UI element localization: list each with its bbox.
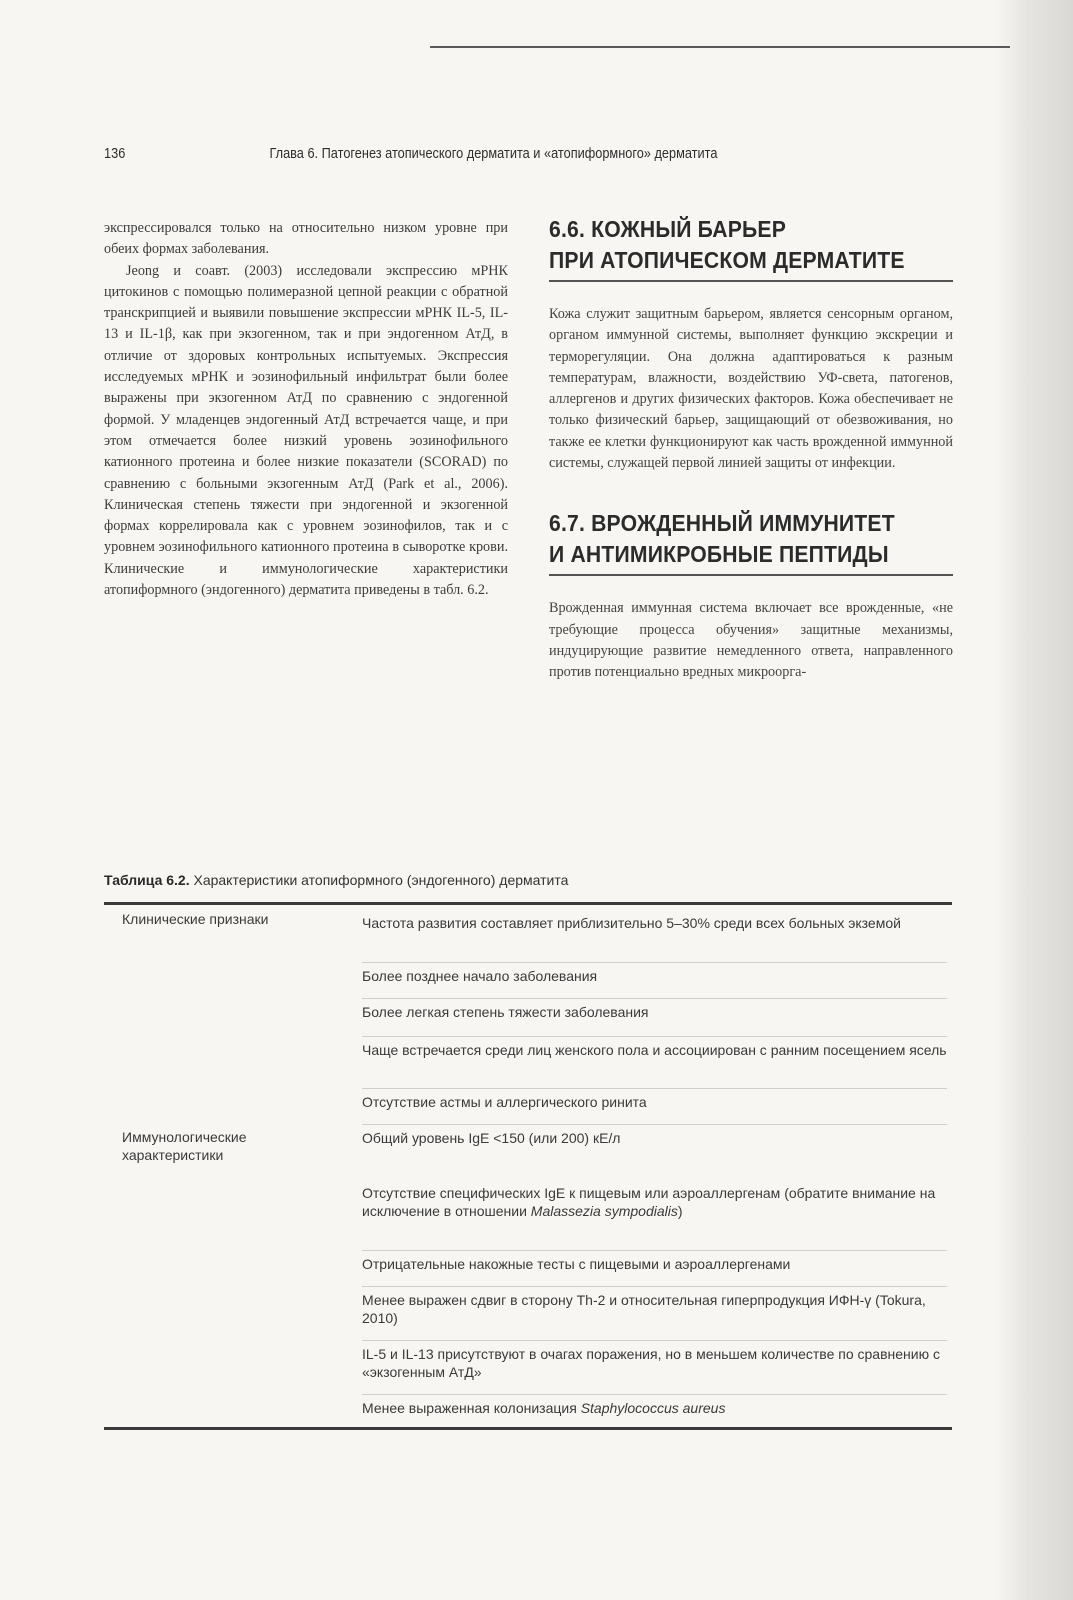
table-top-rule [104,902,952,905]
table-cell: Более легкая степень тяжести заболевания [362,998,947,1021]
table-cell [362,1180,947,1220]
table-cell: Отрицательные накожные тесты с пищевыми и аэроаллергенами [362,1250,947,1273]
table-bottom-rule [104,1427,952,1430]
section-title: ПРИ АТОПИЧЕСКОМ ДЕРМАТИТЕ [549,247,905,273]
table-cell: IL-5 и IL-13 присутствуют в очагах поражения, но в меньшем количестве по сравнению с «экзогенным АтД» [362,1340,947,1381]
section-title: 6.6. КОЖНЫЙ БАРЬЕР [549,216,787,242]
table-caption-text: Характеристики атопиформного (эндогенного) дерматита [193,872,569,888]
page-number: 136 [104,146,126,162]
page-edge-shadow [995,0,1073,1600]
table-cell: Общий уровень IgE <150 (или 200) кЕ/л [362,1124,947,1147]
left-column [104,218,508,601]
table-cell: Частота развития составляет приблизительно 5–30% среди всех больных экземой [362,915,901,931]
top-rule [430,46,1010,48]
cell-text: Менее выраженная колонизация [362,1400,581,1416]
table-caption [104,872,954,888]
chapter-title: Глава 6. Патогенез атопического дерматита и «атопиформного» дерматита [269,146,718,162]
table-caption-label: Таблица 6.2. [104,872,190,888]
row-group-label: Иммунологические характеристики [122,1129,247,1163]
section-body: Врожденная иммунная система включает все врожденные, «не требующие процесса обучения» защитные механизмы, индуцирующие развитие немедленного ответа, направленного против потенциально вредных микроорга- [549,600,953,681]
section-rule [549,574,953,576]
cell-text: Отсутствие специфических IgE к пищевым или аэроаллергенам (обратите внимание на исключение в отношении [362,1185,936,1219]
table-cell: Чаще встречается среди лиц женского пола и ассоциирован с ранним посещением ясель [362,1036,947,1059]
section-rule [549,280,953,282]
section-title: 6.7. ВРОЖДЕННЫЙ ИММУНИТЕТ [549,510,895,537]
running-head [104,146,826,162]
table-cell: Отсутствие астмы и аллергического ринита [362,1088,947,1111]
species-name: Staphylococcus aureus [580,1400,726,1416]
table-cell [362,1394,947,1417]
row-group-label: Клинические признаки [122,911,269,927]
section-6-7 [549,508,953,683]
paragraph-continuation: экспрессировался только на относительно низком уровне при обеих формах заболевания. [104,220,508,258]
section-body: Кожа служит защитным барьером, является сенсорным органом, органом иммунной системы, выполняет функцию экскреции и терморегуляции. Она должна адаптироваться к разным температурам, влажности, воздействию УФ-света, патогенов, аллергенов и других физических факторов. Кожа обеспечивает не только физический барьер, защищающий от обезвоживания, но также ее клетки функционируют как часть врожденной иммунной системы, служащей первой линией защиты от инфекции. [549,306,953,472]
table-cell: Более позднее начало заболевания [362,962,947,985]
paragraph-jeong: Jeong и соавт. (2003) исследовали экспрессию мРНК цитокинов с помощью полимеразной цепной реакции с обратной транскрипцией и выявили повышение экспрессии мРНК IL-5, IL-13 и IL-1β, как при экзогенном, так и при эндогенном АтД, в отличие от здоровых контрольных испытуемых. Экспрессия исследуемых мРНК и эозинофильный инфильтрат были более выражены при экзогенном АтД по сравнению с эндогенной формой. У младенцев эндогенный АтД встречается чаще, и при этом отмечается более низкий уровень эозинофильного катионного протеина и более низкие показатели (SCORAD) по сравнению с больными экзогенным АтД (Park et al., 2006). Клиническая степень тяжести при эндогенной и экзогенной формах коррелировала как с уровнем эозинофилов, так и с уровнем эозинофильного катионного протеина в сыворотке крови. Клинические и иммунологические характеристики атопиформного (эндогенного) дерматита приведены в табл. 6.2. [104,262,508,599]
cell-text: ) [677,1203,683,1219]
section-title: И АНТИМИКРОБНЫЕ ПЕПТИДЫ [549,541,889,568]
right-column [549,214,953,684]
species-name: Malassezia sympodialis [530,1203,678,1219]
section-6-6 [549,214,953,474]
table-cell: Менее выражен сдвиг в сторону Th-2 и относительная гиперпродукция ИФН-γ (Tokura, 2010) [362,1286,947,1327]
